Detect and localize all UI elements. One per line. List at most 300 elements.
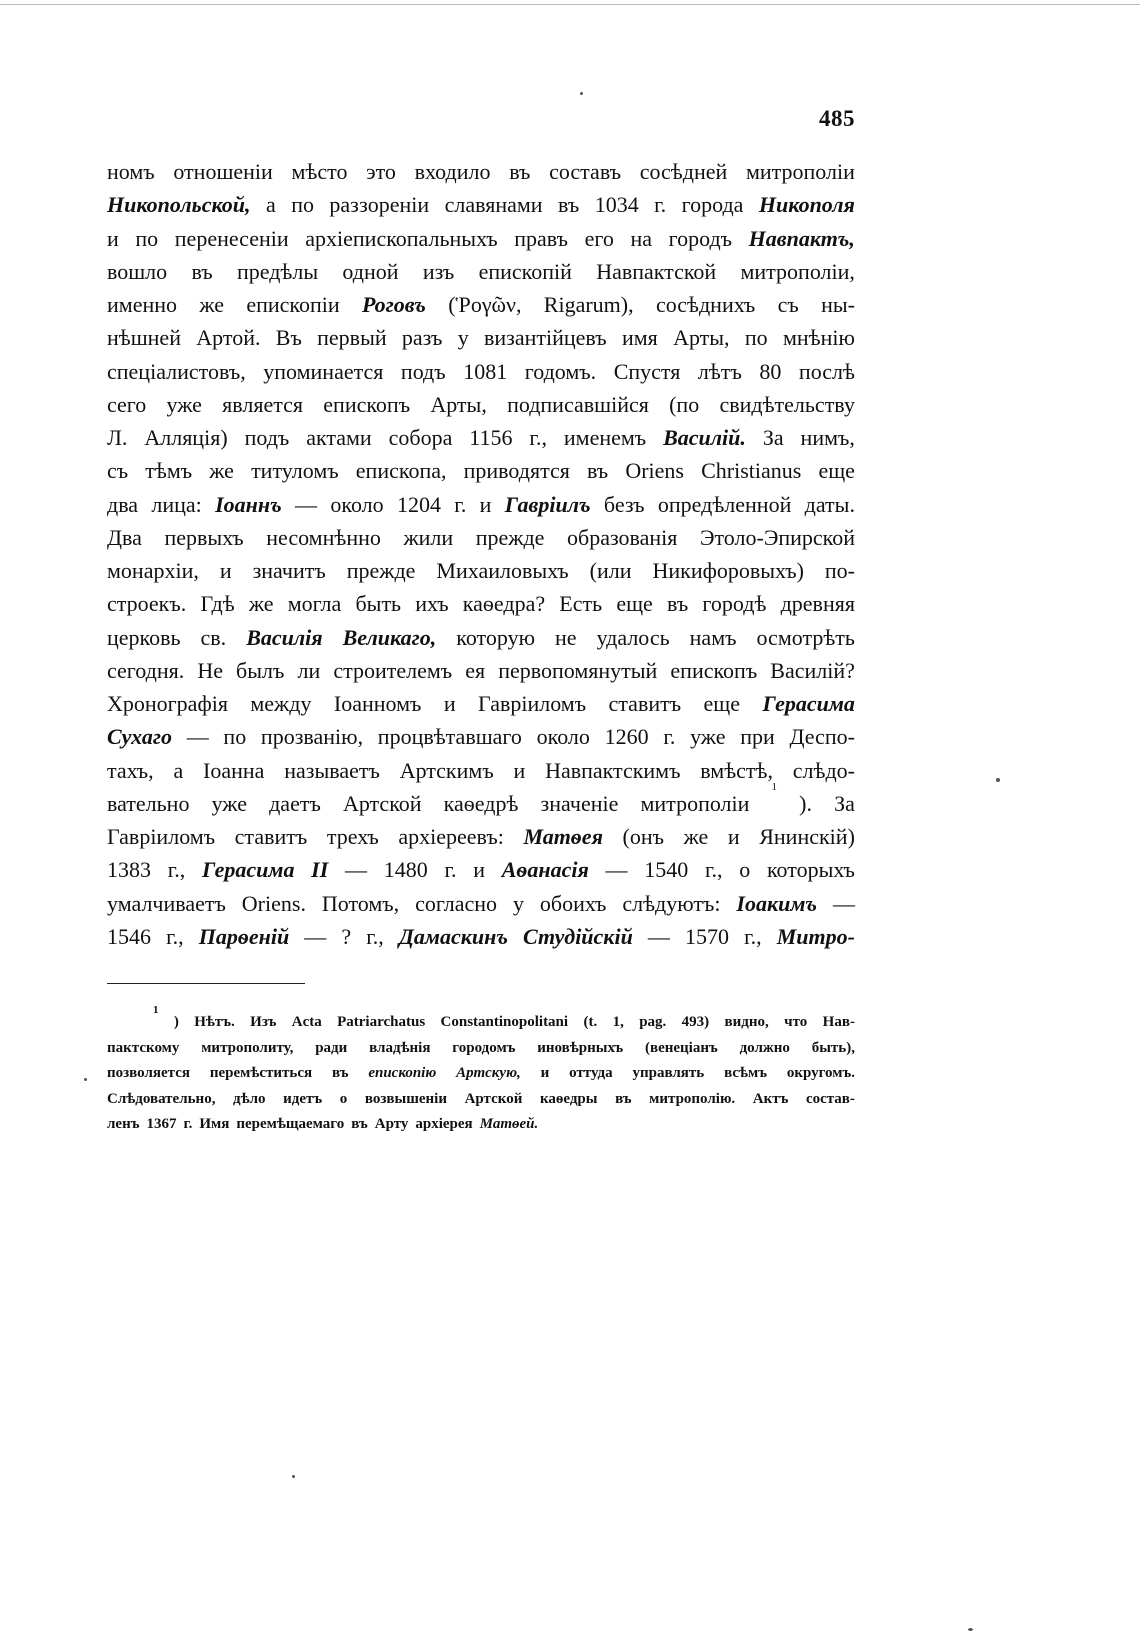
word: является: [222, 391, 304, 417]
word: Студійскій: [523, 923, 633, 949]
word: въ: [331, 1065, 349, 1081]
word: Гавріилъ: [504, 491, 591, 517]
word: Герасима: [201, 857, 295, 883]
word: Имя: [199, 1116, 230, 1132]
word: митрополіи: [745, 159, 855, 184]
word: у: [457, 325, 469, 351]
word: умалчиваетъ: [107, 890, 226, 916]
word: Артой.: [196, 325, 261, 351]
word: Артскимъ: [399, 757, 494, 783]
word: нимъ,: [800, 425, 855, 450]
word: Арты,: [430, 391, 487, 417]
word: Артской: [342, 790, 422, 816]
word: лица:: [151, 491, 202, 517]
word: былъ: [236, 657, 285, 683]
word: —: [605, 857, 628, 883]
word: значеніе: [540, 790, 619, 816]
word: Oriens: [625, 458, 684, 484]
footnotes: [107, 1004, 855, 1138]
word: Іоаннъ: [215, 491, 282, 517]
word: же: [248, 591, 274, 617]
word: обоихъ: [539, 890, 607, 916]
word: разъ: [401, 325, 443, 351]
text-line: [107, 255, 855, 288]
word: (по: [669, 391, 700, 417]
word: отношеніи: [173, 159, 273, 184]
word: мѣсто: [291, 159, 348, 184]
word: Никопольской,: [107, 192, 251, 218]
word: годомъ.: [524, 358, 597, 384]
word: Изъ: [250, 1014, 277, 1030]
word: 1034: [594, 192, 639, 218]
word: состав-: [805, 1090, 855, 1107]
word: 1260: [604, 724, 649, 750]
word: именемъ: [563, 425, 647, 450]
word: г.: [183, 1116, 193, 1132]
word: въ: [615, 1090, 632, 1107]
word: церковь: [107, 624, 181, 650]
word: видно,: [724, 1014, 769, 1030]
word: 1480: [383, 857, 428, 883]
word: ставитъ: [608, 691, 682, 716]
word: нѣшней: [107, 325, 181, 351]
word: Навпактъ,: [748, 225, 855, 251]
text-line: [107, 288, 855, 321]
word: владѣнія: [369, 1039, 431, 1056]
scan-speck: [580, 92, 583, 95]
text-line: [107, 155, 855, 188]
word: еще: [703, 691, 741, 716]
word: же: [683, 824, 709, 849]
word: два: [107, 491, 139, 517]
word: Арту: [374, 1116, 409, 1132]
word: по: [291, 192, 314, 218]
word: ихъ: [415, 591, 449, 617]
word: Два: [107, 524, 142, 550]
word: упоминается: [263, 358, 384, 384]
word: трехъ: [326, 824, 379, 849]
word: Patriarchatus: [337, 1014, 426, 1030]
word: первый: [317, 325, 387, 351]
text-line: [107, 780, 855, 820]
word: предѣлы: [236, 258, 319, 284]
word: За: [762, 425, 784, 450]
word: Сухаго: [107, 724, 172, 750]
word: Дамаскинъ: [398, 923, 508, 949]
word: г.,: [529, 425, 547, 450]
word: по: [135, 225, 159, 251]
word: и: [513, 757, 526, 783]
text-line: [107, 720, 855, 753]
word: всѣмъ: [724, 1065, 767, 1081]
word: 1383: [107, 857, 151, 883]
word: Аѳанасія: [501, 857, 589, 883]
footnote-line: [107, 1061, 855, 1087]
word: возвышеніи: [364, 1090, 447, 1107]
word: Артской: [464, 1090, 523, 1107]
word: прозванію,: [260, 724, 364, 750]
word: быть: [355, 591, 402, 617]
word: по: [744, 325, 768, 351]
word: славянами: [444, 192, 543, 218]
word: каѳедра?: [462, 591, 546, 617]
word: —: [186, 724, 209, 750]
word: и: [219, 558, 232, 583]
word: изъ: [422, 258, 455, 284]
word: значитъ: [252, 558, 326, 583]
word: актами: [306, 425, 372, 450]
word: это: [366, 159, 396, 184]
word: входило: [414, 159, 491, 184]
word: управлять: [632, 1065, 705, 1081]
word: 1156: [469, 425, 513, 450]
word: Спустя: [613, 358, 681, 384]
word: вмѣстѣ,: [700, 757, 773, 783]
word: г.,: [166, 923, 184, 949]
word: мнѣнію: [782, 325, 855, 351]
word: Матѳей.: [479, 1116, 539, 1132]
word: епископа,: [355, 458, 447, 484]
word: и: [479, 491, 492, 517]
word: еще: [818, 458, 855, 484]
word: Матѳея: [523, 824, 603, 849]
word: уже: [166, 391, 202, 417]
word: лѣтъ: [697, 358, 742, 384]
word: Іоанномъ: [333, 691, 422, 716]
word: епископіи: [246, 292, 340, 317]
word: (онъ: [622, 824, 664, 849]
word: перемѣщаемаго: [236, 1116, 345, 1132]
word: Навпактской: [596, 258, 717, 284]
word: Oriens.: [241, 890, 306, 916]
word: ленъ: [107, 1116, 140, 1132]
word: каѳедрѣ: [443, 790, 519, 816]
word: г.: [663, 724, 676, 750]
word: тѣмъ: [145, 458, 193, 484]
text-line: [107, 920, 855, 953]
word: въ: [509, 159, 531, 184]
word: Не: [197, 657, 223, 683]
word: Есть: [559, 591, 603, 617]
word: 1204: [396, 491, 441, 517]
word: II: [311, 857, 329, 883]
word: и: [473, 857, 485, 883]
word: около: [330, 491, 384, 517]
word: согласно: [415, 890, 498, 916]
word: Навпактскимъ: [545, 757, 681, 783]
word: епископъ: [670, 657, 758, 683]
word: раззореніи: [329, 192, 430, 218]
word: города: [681, 192, 744, 218]
word: Гавріиломъ: [107, 824, 216, 849]
text-line: [107, 488, 855, 521]
footnote-ref: 1: [153, 1004, 159, 1016]
word: дѣло: [233, 1090, 266, 1107]
word: слѣдуютъ:: [622, 890, 721, 916]
word: строекъ.: [107, 591, 187, 617]
word: (или: [589, 558, 632, 583]
word: —: [295, 491, 318, 517]
word: одной: [342, 258, 399, 284]
word: съ: [777, 292, 799, 317]
word: же: [199, 292, 225, 317]
word: вошло: [107, 258, 168, 284]
word: Артскую,: [456, 1065, 521, 1081]
word: вательно: [107, 790, 190, 816]
word: Л.: [107, 425, 128, 450]
word: городѣ: [702, 591, 767, 617]
word: г.: [444, 857, 457, 883]
word: процвѣтавшаго: [377, 724, 522, 750]
word: прежде: [475, 524, 545, 550]
word: епископій: [478, 258, 572, 284]
word: сосѣднихъ: [655, 292, 756, 317]
page-number: 485: [819, 106, 855, 131]
word: Хронографія: [107, 691, 228, 716]
word: 1546: [107, 923, 151, 949]
text-line: [107, 621, 855, 654]
word: ради: [315, 1039, 348, 1056]
word: строителемъ: [333, 657, 453, 683]
word: 1367: [146, 1116, 177, 1132]
word: собора: [388, 425, 453, 450]
word: Въ: [275, 325, 302, 351]
word: г.,: [704, 857, 723, 883]
word: Этоло-Эпирской: [699, 524, 855, 550]
word: митрополію.: [649, 1090, 736, 1107]
word: ставитъ: [234, 824, 308, 849]
word: св.: [200, 624, 227, 650]
word: первопомянутый: [498, 657, 658, 683]
text-line: [107, 188, 855, 221]
word: епископію: [368, 1065, 437, 1081]
word: опредѣленной: [657, 491, 792, 517]
word: pag.: [639, 1014, 667, 1030]
text-line: [107, 388, 855, 421]
word: Арты,: [673, 325, 730, 351]
word: —: [647, 923, 670, 949]
word: тахъ,: [107, 757, 154, 783]
word: между: [250, 691, 312, 716]
scan-speck: [292, 1475, 295, 1478]
footnote-ref: 1: [771, 780, 778, 793]
word: у: [512, 890, 524, 916]
word: —: [345, 857, 368, 883]
scan-edge-line: [0, 4, 1140, 5]
scan-speck: [996, 778, 1000, 782]
word: несомнѣнно: [266, 524, 381, 550]
word: и: [727, 824, 740, 849]
word: Михаиловыхъ: [436, 558, 569, 583]
word: что: [784, 1014, 808, 1030]
word: Никифоровыхъ): [652, 558, 804, 583]
word: Актъ: [752, 1090, 789, 1107]
word: сего: [107, 391, 147, 417]
word: Великаго,: [342, 624, 437, 650]
word: подъ: [244, 425, 290, 450]
word: намъ: [689, 624, 737, 650]
text-line: [107, 421, 855, 454]
word: Роговъ: [362, 292, 426, 317]
word: архіерея: [415, 1116, 473, 1132]
word: о: [739, 857, 751, 883]
word: образованія: [567, 524, 678, 550]
text-line: [107, 222, 855, 255]
word: городъ: [668, 225, 733, 251]
word: Rigarum),: [543, 292, 634, 317]
word: Никополя: [758, 192, 855, 218]
word: по-: [824, 558, 855, 583]
word: 1,: [612, 1014, 624, 1030]
word: Василія: [246, 624, 323, 650]
word: даетъ: [269, 790, 321, 816]
word: правъ: [514, 225, 568, 251]
word: Нав-: [822, 1014, 855, 1030]
word: За: [834, 790, 855, 816]
word: Василій?: [770, 657, 855, 683]
word: его: [584, 225, 614, 251]
word: о: [339, 1090, 348, 1107]
word: на: [630, 225, 653, 251]
word: г.: [654, 192, 667, 218]
word: Гавріиломъ: [478, 691, 587, 716]
word: около: [536, 724, 590, 750]
word: Парѳеній: [198, 923, 290, 949]
word: г.,: [744, 923, 762, 949]
word: иновѣрныхъ: [537, 1039, 624, 1056]
text-line: [107, 321, 855, 354]
word: даты.: [804, 491, 855, 517]
word: (t.: [583, 1014, 598, 1030]
word: Потомъ,: [321, 890, 400, 916]
scan-speck: [968, 1628, 973, 1631]
word: г.,: [366, 923, 384, 949]
word: Іоанна: [203, 757, 265, 783]
word: Слѣдовательно,: [107, 1090, 216, 1107]
word: и: [443, 691, 456, 716]
footnote-separator: [107, 983, 305, 984]
word: въ: [558, 192, 580, 218]
word: и: [107, 225, 119, 251]
word: могла: [287, 591, 342, 617]
word: монархіи,: [107, 558, 199, 583]
text-line: [107, 853, 855, 886]
word: быть),: [811, 1039, 855, 1056]
word: епископъ: [323, 391, 411, 417]
word: митрополіи,: [740, 258, 855, 284]
word: въ: [586, 458, 609, 484]
word: по: [223, 724, 247, 750]
word: позволяется: [107, 1065, 190, 1081]
word: титуломъ: [251, 458, 339, 484]
word: Acta: [291, 1014, 322, 1030]
word: 1081: [463, 358, 508, 384]
text-line: [107, 820, 855, 853]
word: Герасима: [762, 691, 855, 716]
word: Constantinopolitani: [440, 1014, 569, 1030]
word: 1540: [644, 857, 689, 883]
scan-speck: [84, 1078, 87, 1081]
word: каѳедры: [539, 1090, 598, 1107]
word: осмотрѣть: [756, 624, 855, 650]
word: приводятся: [463, 458, 570, 484]
word: ны-: [821, 292, 855, 317]
word: спеціалистовъ,: [107, 358, 246, 384]
word: имя: [621, 325, 658, 351]
word: идетъ: [283, 1090, 323, 1107]
footnote-line: [107, 1004, 855, 1036]
word: Митро-: [776, 923, 855, 949]
word: удалось: [596, 624, 670, 650]
word: ).: [799, 790, 812, 816]
word: Алляція): [144, 425, 228, 450]
word: митрополіи: [640, 790, 750, 816]
word: Гдѣ: [200, 591, 235, 617]
word: оттуда: [569, 1065, 613, 1081]
word: въ: [667, 591, 689, 617]
word: первыхъ: [164, 524, 244, 550]
footnote-line: [107, 1036, 855, 1062]
word: митрополиту,: [201, 1039, 294, 1056]
word: а: [173, 757, 184, 783]
word: 493): [681, 1014, 710, 1030]
word: пактскому: [107, 1039, 180, 1056]
word: 1570: [685, 923, 729, 949]
word: городомъ: [452, 1039, 516, 1056]
word: которую: [456, 624, 536, 650]
word: слѣдо-: [792, 757, 855, 783]
word: византійцевъ: [483, 325, 607, 351]
word: же: [209, 458, 234, 484]
word: свидѣтельству: [719, 391, 855, 417]
word: безъ: [603, 491, 645, 517]
word: сосѣдней: [639, 159, 728, 184]
word: уже: [690, 724, 726, 750]
text-line: [107, 654, 855, 687]
word: при: [740, 724, 775, 750]
word: называетъ: [284, 757, 380, 783]
word: архіереевъ:: [398, 824, 504, 849]
word: а: [265, 192, 276, 218]
word: архіепископальныхъ: [305, 225, 498, 251]
text-line: [107, 521, 855, 554]
word: —: [304, 923, 327, 949]
word: —: [832, 890, 855, 916]
word: округомъ.: [786, 1065, 855, 1081]
text-line: [107, 355, 855, 388]
word: сегодня.: [107, 657, 185, 683]
word: жили: [403, 524, 454, 550]
word: (Ῥογῶν,: [448, 292, 522, 317]
word: подписавшійся: [507, 391, 649, 417]
word: древняя: [780, 591, 855, 617]
word: подъ: [400, 358, 446, 384]
text-line: [107, 887, 855, 920]
word: перемѣститься: [209, 1065, 313, 1081]
word: г.: [454, 491, 467, 517]
footnote-line: [107, 1112, 855, 1138]
word: прежде: [346, 558, 416, 583]
word: Іоакимъ: [736, 890, 818, 916]
word: не: [555, 624, 577, 650]
word: 80: [759, 358, 782, 384]
word: составъ: [549, 159, 622, 184]
footnote-line: [107, 1087, 855, 1113]
text-line: [107, 754, 855, 787]
word: ?: [341, 923, 352, 949]
word: именно: [107, 292, 178, 317]
text-line: [107, 587, 855, 620]
